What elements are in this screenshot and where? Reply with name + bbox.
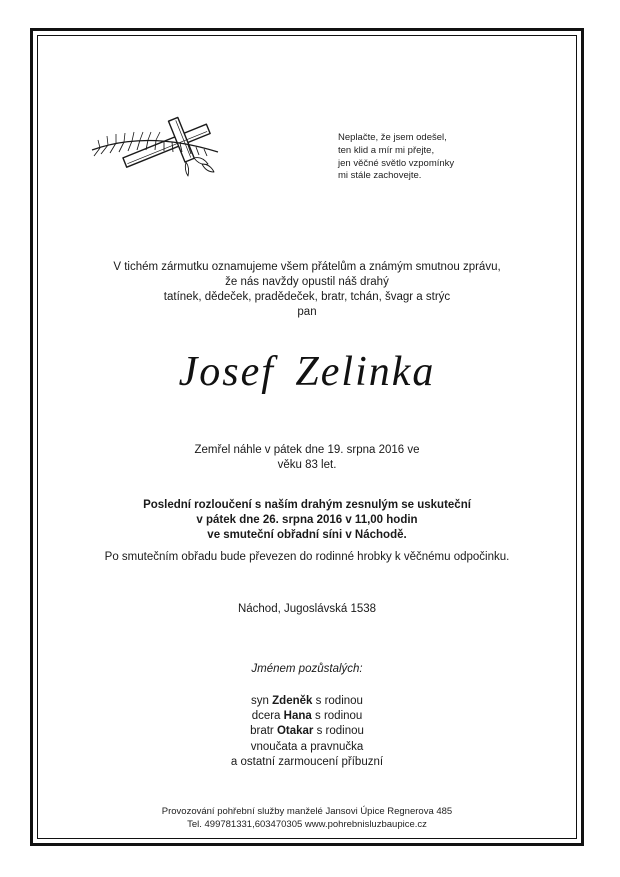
funeral-service-footer [37,806,577,831]
poem-line: ten klid a mír mi přejte, [338,144,435,156]
memorial-poem [338,132,508,183]
deceased-name: Josef Zelinka [178,349,436,395]
relation-suffix: s rodinou [315,695,363,707]
relation-label: syn [251,695,269,707]
death-line: věku 83 let. [277,459,337,471]
announcement-intro [37,260,577,320]
footer-line: Provozování pohřební služby manželé Jansovi Úpice Regnerova 485 [161,806,453,817]
family-line-others: a ostatní zarmoucení příbuzní [230,755,384,768]
relation-label: dcera [251,710,281,723]
family-line-daughter [37,709,577,724]
intro-line: V tichém zármutku oznamujeme všem přátelům a známým smutnou zprávu, [113,261,501,273]
poem-line: mi stále zachovejte. [338,170,422,182]
on-behalf-heading: Jménem pozůstalých: [251,663,363,675]
relation-suffix: s rodinou [316,725,364,738]
death-notice [37,443,577,473]
relative-name: Zdeněk [272,695,313,707]
death-line: Zemřel náhle v pátek dne 19. srpna 2016 ve [194,444,420,456]
farewell-line: Poslední rozloučení s naším drahým zesnulým se uskuteční [143,499,471,511]
farewell-line: ve smuteční obřadní síni v Náchodě. [207,529,407,541]
relation-suffix: s rodinou [315,710,363,723]
surviving-family [37,694,577,770]
farewell-line: v pátek dne 26. srpna 2016 v 11,00 hodin [196,514,418,526]
footer-contact: Tel. 499781331,603470305 www.pohrebnisluzbaupice.cz [187,818,427,830]
farewell-details [37,498,577,543]
intro-line: pan [297,306,317,318]
family-line-brother [37,724,577,739]
relative-name: Hana [283,710,312,723]
intro-line: že nás navždy opustil náš drahý [225,276,389,288]
family-line-grandchildren: vnoučata a pravnučka [250,740,364,753]
family-line-son [37,694,577,709]
relative-name: Otakar [276,725,314,738]
transfer-note: Po smutečním obřadu bude převezen do rodinné hrobky k věčnému odpočinku. [104,551,510,563]
poem-line: jen věčné světlo vzpomínky [338,157,455,169]
relation-label: bratr [250,725,274,738]
address: Náchod, Jugoslávská 1538 [237,603,377,615]
intro-line: tatínek, dědeček, pradědeček, bratr, tchán, švagr a strýc [163,291,451,303]
cross-with-palm-branch-icon [86,112,226,182]
poem-line: Neplačte, že jsem odešel, [338,132,447,143]
